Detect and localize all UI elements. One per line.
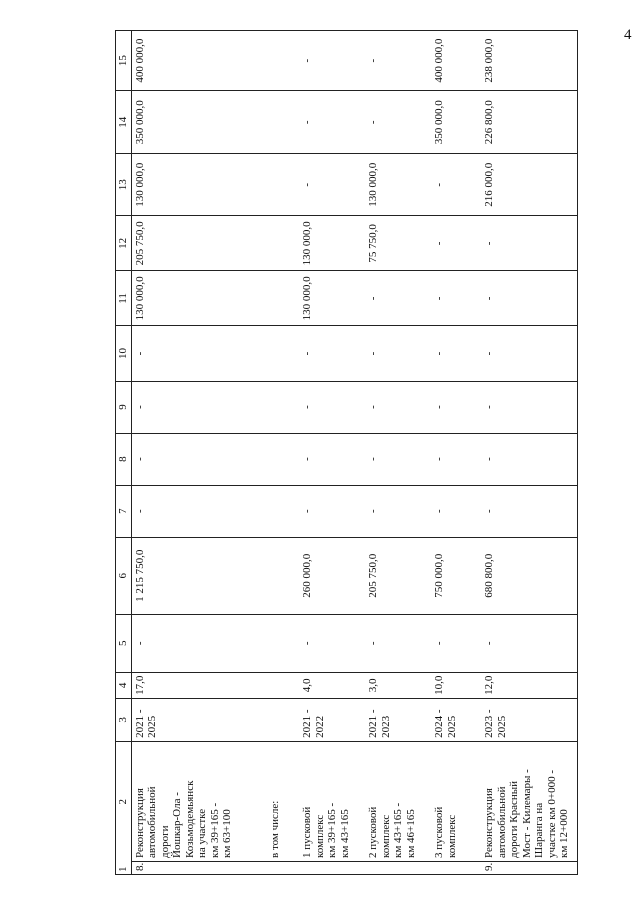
value-cell — [131, 614, 267, 672]
header-row — [116, 31, 132, 875]
value-cell — [481, 31, 577, 91]
years-cell — [431, 698, 481, 741]
object-name-line: на участке — [196, 808, 208, 858]
object-name-line: км 39+165 - — [208, 802, 221, 858]
table-row — [267, 31, 299, 875]
value-cell — [131, 537, 267, 614]
object-name — [481, 741, 577, 861]
object-name-line: 3 пусковой — [433, 806, 445, 858]
header-cell: 10 — [116, 326, 132, 381]
object-name-line: участке км 0+000 - — [545, 770, 558, 858]
value-cell — [431, 326, 481, 381]
row-number — [481, 862, 577, 875]
value-cell — [365, 271, 431, 326]
value-cell-text: 1 215 750,0 — [133, 549, 146, 602]
value-cell-text: 130 000,0 — [301, 276, 313, 321]
value-cell-text: 350 000,0 — [433, 100, 445, 145]
value-cell — [481, 381, 577, 433]
object-name-line: 1 пусковой — [301, 806, 313, 858]
length-cell — [365, 672, 431, 698]
value-cell — [431, 485, 481, 537]
object-name-line: 2 пусковой — [367, 806, 379, 858]
value-cell-text: - — [483, 296, 495, 301]
value-cell — [131, 31, 267, 91]
page-number: 4 — [624, 27, 632, 43]
header-cell: 3 — [116, 698, 132, 741]
value-cell — [267, 91, 299, 154]
object-name-line: Мост - Килемары - — [520, 769, 533, 858]
value-cell-text: 216 000,0 — [483, 162, 495, 207]
value-cell-text: - — [367, 509, 379, 513]
years-cell-text: 2024 - 2025 — [433, 709, 458, 738]
value-cell-text: - — [367, 120, 379, 125]
value-cell — [299, 91, 365, 154]
financing-table — [115, 30, 578, 875]
object-name-line: дороги Красный — [508, 780, 520, 858]
header-cell: 12 — [116, 741, 132, 874]
object-name-line: Реконструкция — [483, 788, 495, 858]
value-cell-text: 205 750,0 — [367, 553, 379, 598]
value-cell — [365, 537, 431, 614]
value-cell — [365, 91, 431, 154]
length-cell — [299, 672, 365, 698]
value-cell — [267, 326, 299, 381]
object-name-line: км 43+165 — [338, 809, 351, 858]
object-name-line: Йошкар-Ола - — [171, 792, 183, 858]
value-cell-text: 400 000,0 — [133, 38, 146, 83]
years-cell — [267, 698, 299, 741]
object-name-line: Реконструкция — [133, 788, 146, 858]
value-cell-text: 130 000,0 — [133, 276, 146, 321]
object-name — [131, 741, 267, 861]
value-cell-text: - — [301, 641, 313, 646]
object-name-line: в том числе: — [269, 800, 281, 858]
value-cell — [481, 326, 577, 381]
value-cell — [431, 216, 481, 271]
value-cell-text: - — [433, 509, 445, 513]
value-cell — [481, 537, 577, 614]
value-cell-text: 226 800,0 — [483, 100, 495, 145]
row-number — [365, 862, 431, 875]
object-name-line: автомобильной — [495, 786, 508, 858]
value-cell-text: - — [483, 405, 495, 409]
value-cell — [431, 31, 481, 91]
value-cell-text: - — [483, 241, 495, 246]
header-cell: 8 — [116, 433, 132, 485]
value-cell-text: - — [301, 120, 313, 125]
value-cell — [267, 537, 299, 614]
row-number — [431, 862, 481, 875]
years-cell — [365, 698, 431, 741]
value-cell — [481, 216, 577, 271]
value-cell — [131, 271, 267, 326]
value-cell — [299, 216, 365, 271]
value-cell — [299, 154, 365, 216]
object-name-line: км 63+100 — [221, 809, 233, 858]
object-name-line: автомобильной — [146, 786, 158, 858]
value-cell — [431, 154, 481, 216]
object-name — [267, 741, 299, 861]
value-cell — [481, 271, 577, 326]
value-cell — [131, 326, 267, 381]
value-cell — [481, 154, 577, 216]
header-cell: 11 — [116, 271, 132, 326]
row-number-text: 9. — [483, 862, 495, 871]
value-cell-text: - — [133, 405, 146, 409]
table-row — [365, 31, 431, 875]
value-cell — [131, 433, 267, 485]
years-cell-text: 2021 - 2022 — [301, 709, 326, 738]
value-cell-text: 680 800,0 — [483, 553, 495, 598]
value-cell-text: - — [433, 405, 445, 409]
header-cell: 15 — [116, 31, 132, 91]
value-cell-text: 75 750,0 — [367, 224, 379, 263]
table-row — [481, 31, 577, 875]
value-cell-text: - — [301, 457, 313, 461]
value-cell — [131, 216, 267, 271]
value-cell-text: 750 000,0 — [433, 553, 445, 598]
value-cell — [431, 537, 481, 614]
value-cell — [431, 614, 481, 672]
value-cell-text: - — [301, 351, 313, 356]
value-cell-text: - — [433, 182, 445, 187]
object-name — [365, 741, 431, 861]
object-name — [431, 741, 481, 861]
header-cell: 9 — [116, 381, 132, 433]
value-cell-text: 238 000,0 — [483, 38, 495, 83]
value-cell — [365, 216, 431, 271]
value-cell — [431, 271, 481, 326]
object-name-line: км 39+165 - — [326, 802, 338, 858]
length-cell — [267, 672, 299, 698]
table-body — [116, 31, 578, 875]
header-cell: 7 — [116, 485, 132, 537]
value-cell — [365, 433, 431, 485]
value-cell-text: - — [133, 351, 146, 356]
value-cell — [431, 433, 481, 485]
value-cell-text: - — [433, 641, 445, 646]
value-cell-text: - — [433, 296, 445, 301]
value-cell-text: - — [483, 457, 495, 461]
value-cell — [481, 91, 577, 154]
years-cell-text: 2023 - 2025 — [483, 709, 508, 738]
header-cell: 5 — [116, 614, 132, 672]
value-cell — [365, 614, 431, 672]
value-cell — [267, 271, 299, 326]
value-cell — [431, 381, 481, 433]
value-cell-text: - — [433, 457, 445, 461]
value-cell — [299, 381, 365, 433]
value-cell — [131, 91, 267, 154]
length-cell-text: 17,0 — [133, 675, 146, 695]
value-cell-text: - — [133, 509, 146, 513]
length-cell — [431, 672, 481, 698]
years-cell — [299, 698, 365, 741]
value-cell — [131, 485, 267, 537]
value-cell — [299, 537, 365, 614]
value-cell-text: - — [301, 405, 313, 409]
value-cell-text: - — [367, 641, 379, 646]
table-row — [431, 31, 481, 875]
value-cell — [299, 326, 365, 381]
value-cell-text: - — [301, 509, 313, 513]
years-cell-text: 2021 - 2025 — [133, 709, 158, 738]
value-cell-text: 130 000,0 — [301, 221, 313, 266]
table-row — [299, 31, 365, 875]
value-cell-text: - — [367, 405, 379, 409]
value-cell-text: - — [133, 641, 146, 646]
header-cell: 13 — [116, 154, 132, 216]
years-cell — [131, 698, 267, 741]
value-cell-text: - — [433, 351, 445, 356]
value-cell-text: 205 750,0 — [133, 221, 146, 266]
value-cell-text: - — [367, 58, 379, 63]
length-cell-text: 10,0 — [433, 675, 445, 695]
value-cell-text: - — [483, 509, 495, 513]
value-cell-text: - — [367, 457, 379, 461]
row-number — [299, 862, 365, 875]
value-cell — [481, 485, 577, 537]
length-cell — [481, 672, 577, 698]
object-name-line: комплекс — [379, 814, 392, 858]
value-cell-text: 260 000,0 — [301, 553, 313, 598]
object-name-line: км 12+000 — [558, 809, 570, 858]
object-name-line: Шаранга на — [533, 802, 545, 858]
value-cell-text: - — [433, 241, 445, 246]
value-cell — [299, 433, 365, 485]
value-cell — [365, 381, 431, 433]
value-cell — [299, 31, 365, 91]
value-cell — [299, 614, 365, 672]
header-cell: 12 — [116, 216, 132, 271]
years-cell — [481, 698, 577, 741]
value-cell — [267, 614, 299, 672]
length-cell-text: 3,0 — [367, 678, 379, 693]
value-cell — [131, 381, 267, 433]
object-name-line: комплекс — [445, 814, 458, 858]
value-cell — [481, 433, 577, 485]
row-number — [131, 862, 267, 875]
value-cell — [267, 485, 299, 537]
value-cell — [267, 381, 299, 433]
object-name-line: дороги — [158, 825, 171, 858]
value-cell-text: - — [301, 182, 313, 187]
value-cell — [365, 485, 431, 537]
table-row — [131, 31, 267, 875]
value-cell-text: - — [367, 296, 379, 301]
value-cell — [431, 91, 481, 154]
value-cell-text: 130 000,0 — [133, 162, 146, 207]
value-cell — [481, 614, 577, 672]
header-cell: 6 — [116, 537, 132, 614]
object-name-line: км 46+165 — [404, 809, 417, 858]
value-cell-text: - — [483, 351, 495, 356]
row-number — [267, 862, 299, 875]
rotated-table-container — [115, 30, 570, 875]
value-cell — [365, 154, 431, 216]
value-cell-text: - — [483, 641, 495, 646]
row-number-text: 8. — [133, 862, 146, 871]
object-name-line: Козьмодемьянск — [183, 780, 196, 858]
value-cell — [267, 31, 299, 91]
value-cell-text: 130 000,0 — [367, 162, 379, 207]
value-cell-text: 350 000,0 — [133, 100, 146, 145]
value-cell — [267, 433, 299, 485]
object-name-line: км 43+165 - — [392, 802, 404, 858]
value-cell-text: 400 000,0 — [433, 38, 445, 83]
years-cell-text: 2021 - 2023 — [367, 709, 392, 738]
value-cell — [267, 154, 299, 216]
value-cell-text: - — [133, 457, 146, 461]
value-cell — [365, 31, 431, 91]
object-name-line: комплекс — [313, 814, 326, 858]
length-cell — [131, 672, 267, 698]
value-cell — [299, 271, 365, 326]
length-cell-text: 4,0 — [301, 678, 313, 693]
value-cell — [267, 216, 299, 271]
length-cell-text: 12,0 — [483, 675, 495, 695]
header-cell: 4 — [116, 672, 132, 698]
value-cell — [299, 485, 365, 537]
value-cell — [131, 154, 267, 216]
value-cell — [365, 326, 431, 381]
value-cell-text: - — [301, 58, 313, 63]
object-name — [299, 741, 365, 861]
header-cell: 14 — [116, 91, 132, 154]
value-cell-text: - — [367, 351, 379, 356]
